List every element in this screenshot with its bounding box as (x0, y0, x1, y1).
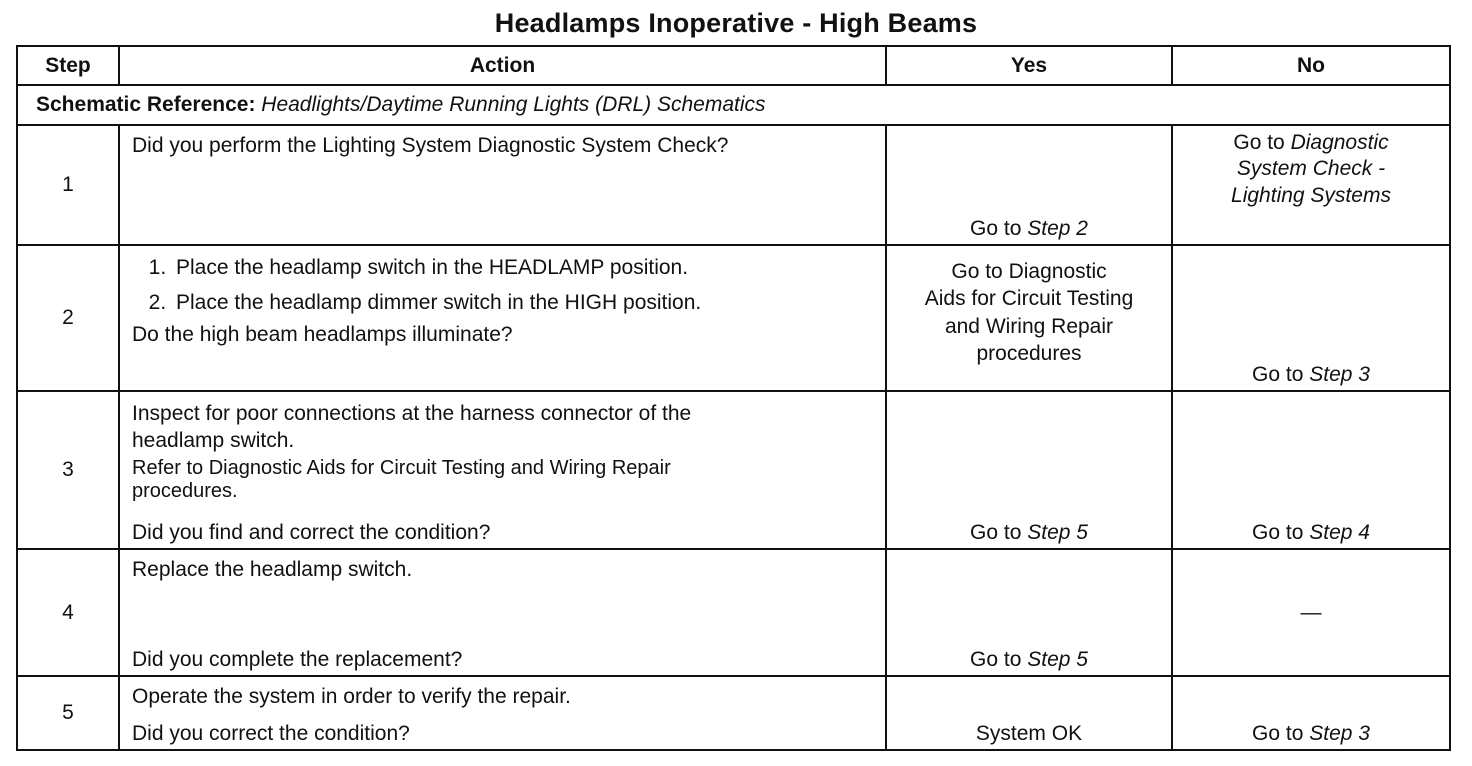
action-cell (119, 125, 886, 245)
header-action: Action (119, 46, 886, 85)
action-cell (119, 676, 886, 750)
list-item: 2. Place the headlamp dimmer switch in the HIGH position. (172, 289, 873, 316)
no-dash: — (1300, 600, 1322, 624)
yes-line: Go to Diagnostic (951, 260, 1107, 283)
action-text: Operate the system in order to verify the repair. (132, 685, 571, 708)
yes-line: procedures (976, 341, 1082, 365)
page-title: Headlamps Inoperative - High Beams (494, 8, 978, 38)
schematic-label: Schematic Reference: (36, 93, 256, 117)
step-number: 5 (17, 676, 119, 750)
yes-cell (886, 549, 1172, 676)
action-question: Do the high beam headlamps illuminate? (132, 322, 513, 346)
no-cell (1172, 676, 1450, 750)
diagnostic-link-line2[interactable]: System Check - (1236, 157, 1386, 181)
yes-cell (886, 245, 1172, 391)
no-cell (1172, 245, 1450, 391)
step-link[interactable]: Step 5 (1027, 647, 1088, 671)
header-step: Step (17, 46, 119, 85)
goto-prefix: Go to (1233, 131, 1291, 154)
step-link[interactable]: Step 3 (1309, 362, 1370, 386)
step-link[interactable]: Step 2 (1027, 216, 1088, 240)
step-link[interactable]: Step 3 (1309, 721, 1370, 745)
yes-text (887, 246, 1171, 367)
yes-cell (886, 125, 1172, 245)
table-row (17, 125, 1450, 245)
list-item: 1. Place the headlamp switch in the HEADLAMP position. (172, 254, 873, 281)
table-row (17, 549, 1450, 676)
diagnostic-table (16, 45, 1451, 751)
goto-prefix: Go to (970, 216, 1028, 240)
yes-line: Aids for Circuit Testing (924, 287, 1134, 311)
schematic-reference-row (17, 85, 1450, 125)
header-yes: Yes (886, 46, 1172, 85)
step-link[interactable]: Step 4 (1309, 520, 1370, 544)
goto-prefix: Go to (970, 520, 1028, 544)
step-number: 1 (17, 125, 119, 245)
header-no: No (1172, 46, 1450, 85)
action-text: Did you perform the Lighting System Diagnostic System Check? (132, 134, 729, 157)
step-number: 3 (17, 391, 119, 549)
action-line: Inspect for poor connections at the harness connector of the (132, 402, 692, 425)
no-cell (1172, 391, 1450, 549)
yes-cell (886, 391, 1172, 549)
table-row (17, 676, 1450, 750)
yes-text (887, 215, 1171, 242)
no-text (1173, 126, 1449, 209)
yes-cell (886, 676, 1172, 750)
no-text (1173, 361, 1449, 388)
goto-prefix: Go to (1252, 362, 1310, 386)
yes-line: and Wiring Repair (944, 314, 1114, 338)
action-cell (119, 245, 886, 391)
yes-text: System OK (975, 721, 1083, 745)
step-link[interactable]: Step 5 (1027, 520, 1088, 544)
action-cell (119, 391, 886, 549)
action-list (132, 254, 873, 317)
action-question: Did you complete the replacement? (132, 647, 463, 671)
yes-text (887, 519, 1171, 546)
goto-prefix: Go to (1252, 721, 1310, 745)
action-question: Did you correct the condition? (132, 721, 410, 745)
diagnostic-link-line3[interactable]: Lighting Systems (1231, 183, 1391, 207)
step-number: 4 (17, 549, 119, 676)
no-text (1173, 720, 1449, 747)
goto-prefix: Go to (970, 647, 1028, 671)
yes-text (887, 646, 1171, 673)
goto-prefix: Go to (1252, 520, 1310, 544)
table-row (17, 245, 1450, 391)
action-line: headlamp switch. (132, 429, 295, 453)
no-cell (1172, 125, 1450, 245)
header-row (17, 46, 1450, 85)
table-row (17, 391, 1450, 549)
action-line: Refer to Diagnostic Aids for Circuit Testing and Wiring Repair (132, 456, 671, 479)
step-number: 2 (17, 245, 119, 391)
no-text (1173, 519, 1449, 546)
action-question: Did you find and correct the condition? (132, 520, 491, 544)
diagnostic-link[interactable]: Diagnostic (1290, 131, 1389, 154)
action-line: procedures. (132, 479, 238, 502)
action-cell (119, 549, 886, 676)
action-text: Replace the headlamp switch. (132, 558, 413, 581)
schematic-link[interactable]: Headlights/Daytime Running Lights (DRL) Schematics (261, 93, 766, 117)
no-cell (1172, 549, 1450, 676)
